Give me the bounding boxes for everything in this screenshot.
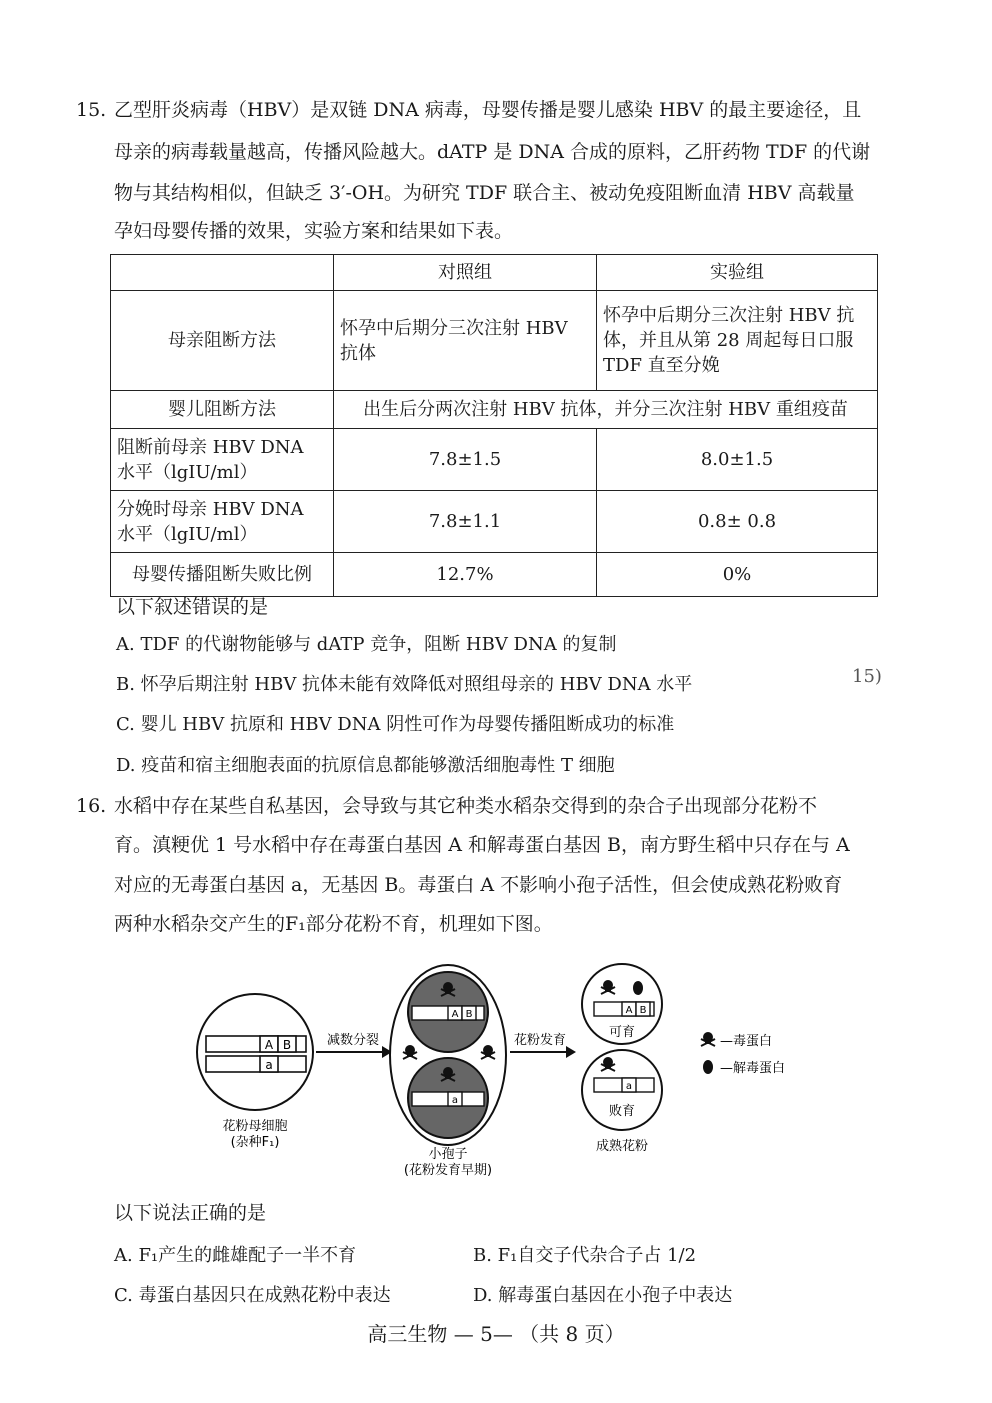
meiosis-label: 减数分裂 — [326, 1033, 380, 1048]
experiment-cell: 0.8± 0.8 — [597, 491, 878, 553]
legend-toxin: —毒蛋白 — [720, 1034, 773, 1049]
q16-number: 16. — [76, 795, 107, 817]
row-label: 阻断前母亲 HBV DNA 水平（lgIU/ml） — [111, 429, 334, 491]
legend-antidote: —解毒蛋白 — [720, 1061, 786, 1076]
control-cell: 12.7% — [334, 553, 597, 597]
q16-option-c: C. 毒蛋白基因只在成熟花粉中表达 — [114, 1285, 391, 1306]
fertile-label: 可育 — [608, 1025, 636, 1040]
toxin-protein-icon — [701, 1032, 715, 1046]
q16-stem-line-4: 两种水稻杂交产生的F₁部分花粉不育，机理如下图。 — [114, 913, 553, 935]
table-corner-cell — [111, 255, 334, 291]
row-label: 分娩时母亲 HBV DNA 水平（lgIU/ml） — [111, 491, 334, 553]
row-label: 母婴传播阻断失败比例 — [111, 553, 334, 597]
cell1-caption-2: (杂种F₁) — [230, 1135, 280, 1150]
gene-a-label: a — [625, 1081, 633, 1092]
microspore-group — [390, 965, 506, 1145]
margin-note: 15) — [852, 666, 882, 687]
q15-stem-line-3: 物与其结构相似，但缺乏 3′-OH。为研究 TDF 联合主、被动免疫阻断血清 HBV 高载量 — [114, 182, 855, 204]
sterile-pollen — [582, 1050, 662, 1130]
control-cell: 7.8±1.5 — [334, 429, 597, 491]
sterile-label: 败育 — [608, 1104, 636, 1119]
q15-option-c: C. 婴儿 HBV 抗原和 HBV DNA 阴性可作为母婴传播阻断成功的标准 — [116, 714, 675, 735]
row-label: 母亲阻断方法 — [111, 291, 334, 391]
gene-a-label: a — [451, 1095, 459, 1106]
control-cell: 怀孕中后期分三次注射 HBV 抗体 — [334, 291, 597, 391]
q16-stem-line-3: 对应的无毒蛋白基因 a，无基因 B。毒蛋白 A 不影响小孢子活性，但会使成熟花粉败育 — [114, 874, 843, 896]
experiment-cell: 8.0±1.5 — [597, 429, 878, 491]
page-footer: 高三生物 — 5— （共 8 页） — [367, 1322, 625, 1346]
q15-option-a: A. TDF 的代谢物能够与 dATP 竞争，阻断 HBV DNA 的复制 — [116, 634, 617, 655]
gene-a-label: a — [265, 1058, 273, 1072]
gene-A-label: A — [625, 1005, 633, 1016]
cell1-caption-1: 花粉母细胞 — [222, 1119, 288, 1134]
pollen-development-label: 花粉发育 — [513, 1033, 567, 1048]
fertile-pollen — [582, 964, 662, 1044]
q15-number: 15. — [76, 99, 107, 121]
q15-option-b: B. 怀孕后期注射 HBV 抗体未能有效降低对照组母亲的 HBV DNA 水平 — [116, 674, 693, 695]
q15-stem-line-1: 乙型肝炎病毒（HBV）是双链 DNA 病毒，母婴传播是婴儿感染 HBV 的最主要途径，且 — [114, 99, 862, 121]
table-row — [111, 291, 878, 391]
q15-stem-line-2: 母亲的病毒载量越高，传播风险越大。dATP 是 DNA 合成的原料，乙肝药物 TDF 的代谢 — [114, 141, 871, 163]
q15-prompt: 以下叙述错误的是 — [116, 596, 269, 618]
gene-A-label: A — [264, 1038, 274, 1052]
gene-B-label: B — [465, 1009, 473, 1020]
header-experiment: 实验组 — [597, 255, 878, 291]
experiment-table — [110, 254, 878, 597]
table-row — [111, 391, 878, 429]
pollen-mechanism-diagram — [190, 960, 830, 1185]
table-row — [111, 553, 878, 597]
experiment-cell: 怀孕中后期分三次注射 HBV 抗体，并且从第 28 周起每日口服 TDF 直至分娩 — [597, 291, 878, 391]
table-row — [111, 491, 878, 553]
antidote-protein-icon — [703, 1060, 713, 1074]
q15-stem-line-4: 孕妇母婴传播的效果，实验方案和结果如下表。 — [114, 220, 514, 242]
pollen-mother-cell — [197, 994, 313, 1110]
q16-option-b: B. F₁自交子代杂合子占 1/2 — [473, 1245, 697, 1266]
gene-B-label: B — [282, 1038, 292, 1052]
cell2-caption-2: (花粉发育早期) — [403, 1163, 493, 1178]
q16-stem-line-2: 育。滇粳优 1 号水稻中存在毒蛋白基因 A 和解毒蛋白基因 B，南方野生稻中只存在与 A — [114, 834, 850, 856]
merged-cell: 出生后分两次注射 HBV 抗体，并分三次注射 HBV 重组疫苗 — [334, 391, 878, 429]
antidote-protein-icon — [633, 981, 643, 995]
table-header-row — [111, 255, 878, 291]
control-cell: 7.8±1.1 — [334, 491, 597, 553]
q16-prompt: 以下说法正确的是 — [114, 1202, 267, 1224]
q16-stem-line-1: 水稻中存在某些自私基因，会导致与其它种类水稻杂交得到的杂合子出现部分花粉不 — [114, 795, 818, 817]
gene-A-label: A — [451, 1009, 459, 1020]
q15-option-d: D. 疫苗和宿主细胞表面的抗原信息都能够激活细胞毒性 T 细胞 — [116, 755, 615, 776]
cell3-caption: 成熟花粉 — [595, 1139, 649, 1154]
gene-B-label: B — [639, 1005, 647, 1016]
q16-option-d: D. 解毒蛋白基因在小孢子中表达 — [473, 1285, 733, 1306]
table-row — [111, 429, 878, 491]
experiment-cell: 0% — [597, 553, 878, 597]
row-label: 婴儿阻断方法 — [111, 391, 334, 429]
cell2-caption-1: 小孢子 — [428, 1147, 468, 1162]
q16-option-a: A. F₁产生的雌雄配子一半不育 — [114, 1245, 357, 1266]
header-control: 对照组 — [334, 255, 597, 291]
